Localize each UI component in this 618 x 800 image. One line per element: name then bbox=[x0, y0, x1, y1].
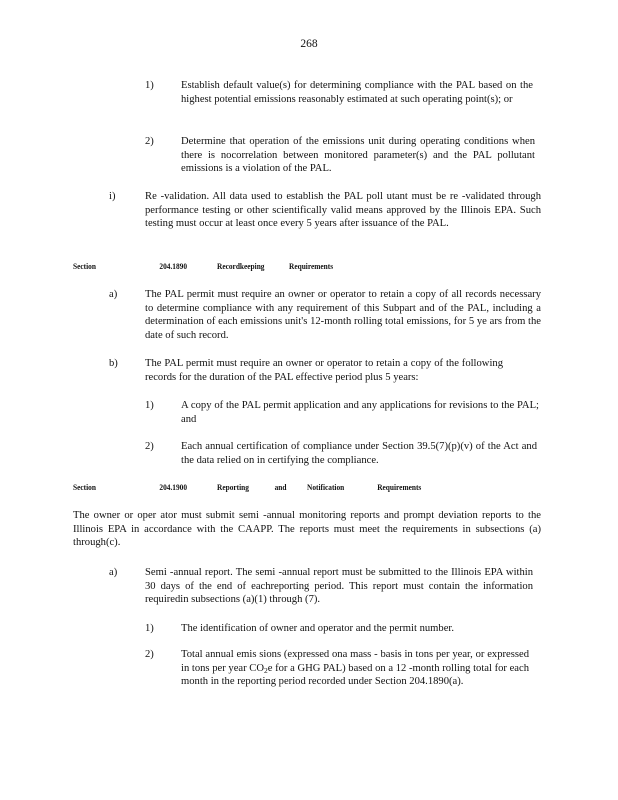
section-1890-a-text: The PAL permit must require an owner or operator to retain a copy of all records necessary to determine compliance with any requirement of this Subpart and of the PAL, including a determination of each emissions unit's 12-month rolling total emissions, for 5 ye ars from the date of such record. bbox=[145, 289, 541, 341]
section-1890-title-1: Recordkeeping bbox=[217, 262, 265, 271]
co2-subscript: 2 bbox=[264, 665, 268, 675]
section-1900-title-3: Notification bbox=[307, 483, 345, 492]
section-1890-word: Section bbox=[73, 262, 96, 271]
section-1900-a2-text-after: e for a GHG PAL) based on a 12 -month rolling total for each month in the reporting period recorded under Section 204.1890(a). bbox=[181, 662, 529, 688]
item-2-label: 2) bbox=[145, 136, 154, 147]
section-1900-a2-label: 2) bbox=[145, 649, 154, 660]
section-1900-a-label: a) bbox=[109, 567, 118, 578]
item-1-text: Establish default value(s) for determining compliance with the PAL based on the highest potential emissions reasonably estimated at such operating point(s); or bbox=[181, 80, 533, 105]
section-1900-title-4: Requirements bbox=[377, 483, 422, 492]
section-1890-b1-text: A copy of the PAL permit application and any applications for revisions to the PAL; and bbox=[181, 400, 539, 425]
section-1890-number: 204.1890 bbox=[159, 262, 188, 271]
item-i-text: Re -validation. All data used to establish the PAL poll utant must be re -validated through performance testing or other scientifically valid means approved by the Illinois EPA. Such testing must occur at least once every 5 years after issuance of the PAL. bbox=[145, 191, 541, 230]
page-number: 268 bbox=[300, 38, 318, 50]
section-1900-heading bbox=[73, 483, 421, 492]
section-1900-title-2: and bbox=[274, 483, 287, 492]
item-2-text: Determine that operation of the emissions unit during operating conditions when there is nocorrelation between monitored parameter(s) and the PAL pollutant emissions is a violation of the PAL. bbox=[181, 136, 535, 175]
section-1900-intro: The owner or oper ator must submit semi -annual monitoring reports and prompt deviation reports to the Illinois EPA in accordance with the CAAPP. The reports must meet the requirements in subsections (a) through(c). bbox=[73, 510, 541, 549]
item-1-label: 1) bbox=[145, 80, 154, 91]
section-1900-a1-text: The identification of owner and operator and the permit number. bbox=[181, 623, 454, 634]
section-1900-a-text: Semi -annual report. The semi -annual report must be submitted to the Illinois EPA within 30 days of the end of eachreporting period. This report must contain the information requiredin subsections (a)(1) through (7). bbox=[145, 567, 533, 606]
section-1890-b2-text: Each annual certification of compliance under Section 39.5(7)(p)(v) of the Act and the data relied on in certifying the compliance. bbox=[181, 441, 537, 466]
section-1900-a2-text-before: Total annual emis sions (expressed ona mass - basis in tons per year, or expressed in tons per year CO bbox=[181, 649, 529, 674]
section-1890-heading bbox=[73, 262, 333, 271]
section-1900-title-1: Reporting bbox=[217, 483, 249, 492]
section-1890-b1-label: 1) bbox=[145, 400, 154, 411]
section-1890-b-label: b) bbox=[109, 358, 118, 369]
section-1900-number: 204.1900 bbox=[159, 483, 188, 492]
section-1900-word: Section bbox=[73, 483, 96, 492]
section-1890-title-2: Requirements bbox=[289, 262, 334, 271]
item-i-label: i) bbox=[109, 191, 116, 202]
section-1890-b2-label: 2) bbox=[145, 441, 154, 452]
section-1900-a1-label: 1) bbox=[145, 623, 154, 634]
section-1890-a-label: a) bbox=[109, 289, 118, 300]
section-1900-a2-text bbox=[181, 648, 529, 689]
section-1890-b-text: The PAL permit must require an owner or operator to retain a copy of the following records for the duration of the PAL effective period plus 5 years: bbox=[145, 358, 503, 383]
